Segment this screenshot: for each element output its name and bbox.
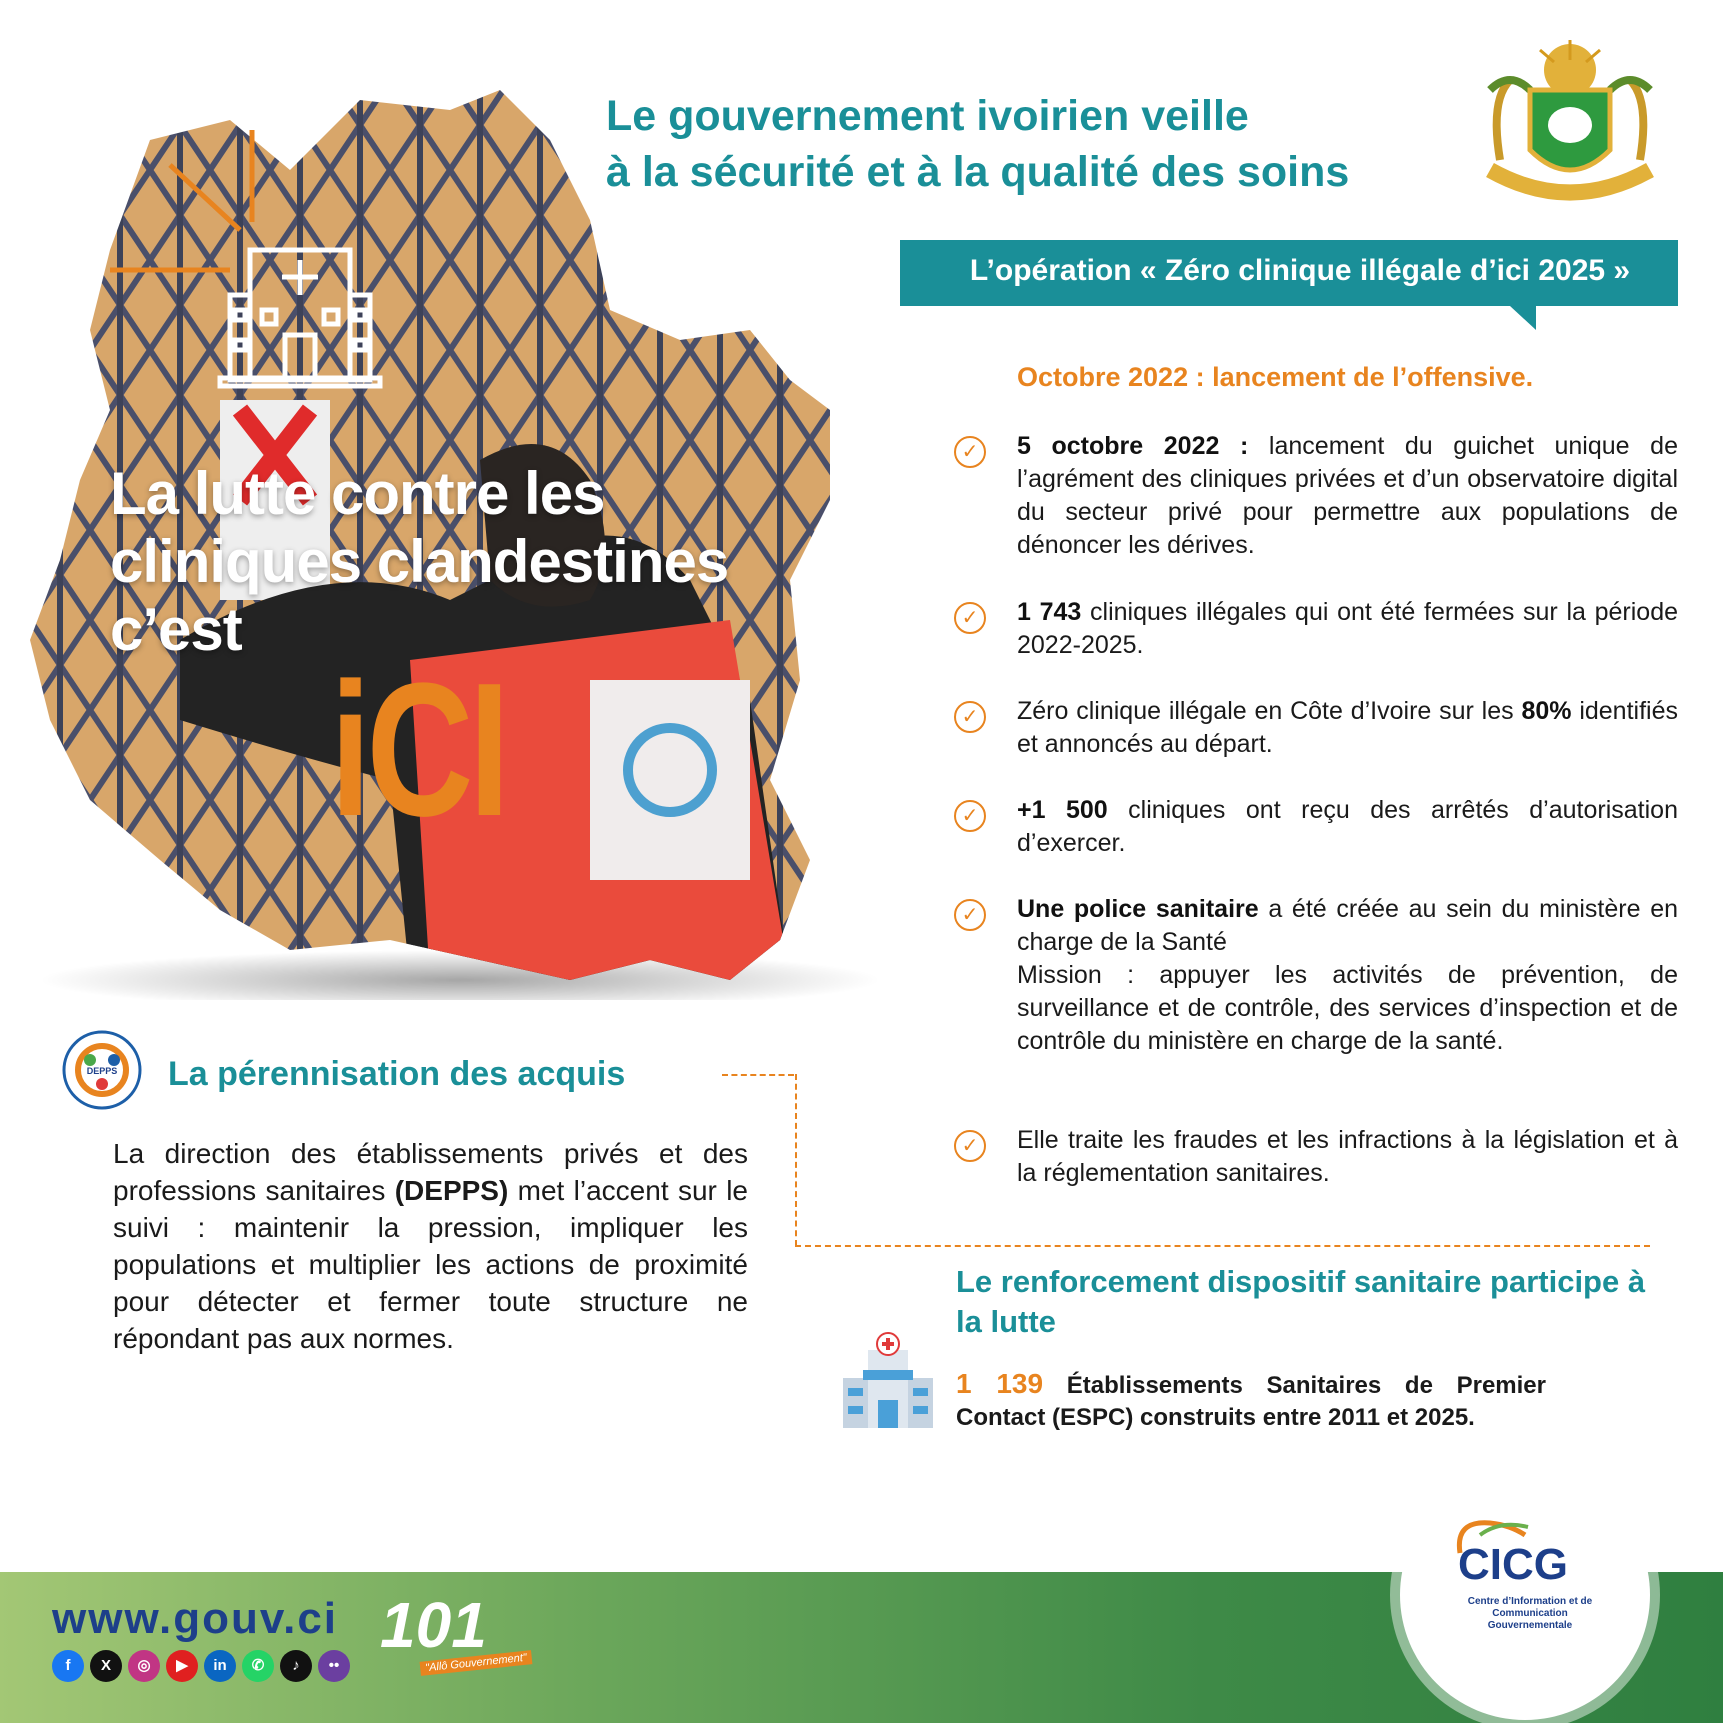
espc-count: 1 139 bbox=[956, 1368, 1044, 1399]
hospital-icon bbox=[838, 1330, 938, 1430]
hero-title-line1: La lutte contre les bbox=[110, 460, 605, 527]
hero-title-line2: cliniques clandestines bbox=[110, 528, 729, 595]
perennisation-text bbox=[113, 1135, 748, 1357]
pere-text-b: met l’accent sur le suivi : maintenir la pression, impliquer les populations et multiplier les actions de proximité pour détecter et fermer toute structure ne répondant pas aux normes. bbox=[113, 1175, 748, 1354]
check-circle-icon: ✓ bbox=[954, 701, 986, 733]
website-link[interactable]: www.gouv.ci bbox=[52, 1594, 339, 1643]
cicg-name: CICG bbox=[1458, 1540, 1568, 1589]
linkedin-icon[interactable]: in bbox=[204, 1650, 236, 1682]
instagram-icon[interactable]: ◎ bbox=[128, 1650, 160, 1682]
item-bold: +1 500 bbox=[1017, 796, 1108, 824]
item-text-end: identifiés et annoncés au départ. bbox=[1017, 697, 1678, 758]
page-title-line1: Le gouvernement ivoirien veille bbox=[606, 92, 1249, 140]
operation-banner-tail bbox=[1510, 306, 1536, 330]
dashed-connector bbox=[722, 1074, 794, 1076]
hero-emphasis: iCI bbox=[330, 644, 506, 856]
item-bold: 5 octobre 2022 : bbox=[1017, 432, 1249, 460]
hero-title bbox=[110, 460, 870, 664]
whatsapp-icon[interactable]: ✆ bbox=[242, 1650, 274, 1682]
item-mission: Mission : appuyer les activités de prévention, de surveillance et de contrôle, des services d’inspection et de contrôle du ministère en charge de la santé. bbox=[1017, 961, 1678, 1055]
renforcement-text bbox=[956, 1368, 1546, 1434]
renforcement-desc: Établissements Sanitaires de Premier Contact (ESPC) construits entre 2011 et 2025. bbox=[956, 1372, 1546, 1431]
check-circle-icon: ✓ bbox=[954, 436, 986, 468]
depps-logo-text: DEPPS bbox=[86, 1066, 118, 1076]
page-title bbox=[606, 88, 1466, 200]
perennisation-title: La pérennisation des acquis bbox=[168, 1055, 626, 1093]
youtube-icon[interactable]: ▶ bbox=[166, 1650, 198, 1682]
pere-text-bold: (DEPPS) bbox=[394, 1175, 509, 1206]
hero-title-line3: c’est bbox=[110, 596, 242, 663]
item-bold: 1 743 bbox=[1017, 598, 1082, 626]
x-icon[interactable]: X bbox=[90, 1650, 122, 1682]
page-title-line2: à la sécurité et à la qualité des soins bbox=[606, 148, 1350, 196]
pere-text-a: La direction des établissements privés et des professions sanitaires bbox=[113, 1138, 748, 1206]
item-text: a été créée au sein du ministère en charge de la Santé bbox=[1017, 895, 1678, 956]
item-bold: Une police sanitaire bbox=[1017, 895, 1259, 923]
renforcement-title: Le renforcement dispositif sanitaire participe à la lutte bbox=[956, 1264, 1646, 1339]
cicg-subtitle: Centre d’Information et de Communication Gouvernementale bbox=[1467, 1596, 1593, 1631]
hotline-tagline: "Allô Gouvernement" bbox=[420, 1650, 533, 1676]
check-circle-icon: ✓ bbox=[954, 899, 986, 931]
item-text: cliniques ont reçu des arrêtés d’autorisation d’exercer. bbox=[1017, 796, 1678, 857]
operation-title: L’opération « Zéro clinique illégale d’ici 2025 » bbox=[969, 254, 1631, 287]
check-circle-icon: ✓ bbox=[954, 800, 986, 832]
hotline-number: 101 bbox=[380, 1589, 487, 1661]
flickr-icon[interactable]: •• bbox=[318, 1650, 350, 1682]
check-circle-icon: ✓ bbox=[954, 1130, 986, 1162]
dashed-connector bbox=[795, 1074, 797, 1246]
social-links bbox=[52, 1650, 350, 1682]
launch-date: Octobre 2022 : lancement de l’offensive. bbox=[1017, 362, 1534, 392]
coat-of-arms-logo bbox=[1470, 40, 1670, 210]
dashed-connector bbox=[795, 1245, 1650, 1247]
item-bold: 80% bbox=[1521, 697, 1572, 725]
tiktok-icon[interactable]: ♪ bbox=[280, 1650, 312, 1682]
cicg-logo bbox=[1400, 1470, 1650, 1720]
item-text: cliniques illégales qui ont été fermées sur la période 2022-2025. bbox=[1017, 598, 1679, 659]
item-text: lancement du guichet unique de l’agrément des cliniques privées et d’un observatoire digital du secteur privé pour permettre aux populations de dénoncer les dérives. bbox=[1017, 432, 1678, 559]
item-text: Elle traite les fraudes et les infractions à la législation et à la réglementation sanitaires. bbox=[1017, 1126, 1678, 1187]
check-circle-icon: ✓ bbox=[954, 602, 986, 634]
item-text: Zéro clinique illégale en Côte d’Ivoire sur les bbox=[1017, 697, 1522, 725]
facebook-icon[interactable]: f bbox=[52, 1650, 84, 1682]
depps-logo bbox=[62, 1030, 142, 1110]
